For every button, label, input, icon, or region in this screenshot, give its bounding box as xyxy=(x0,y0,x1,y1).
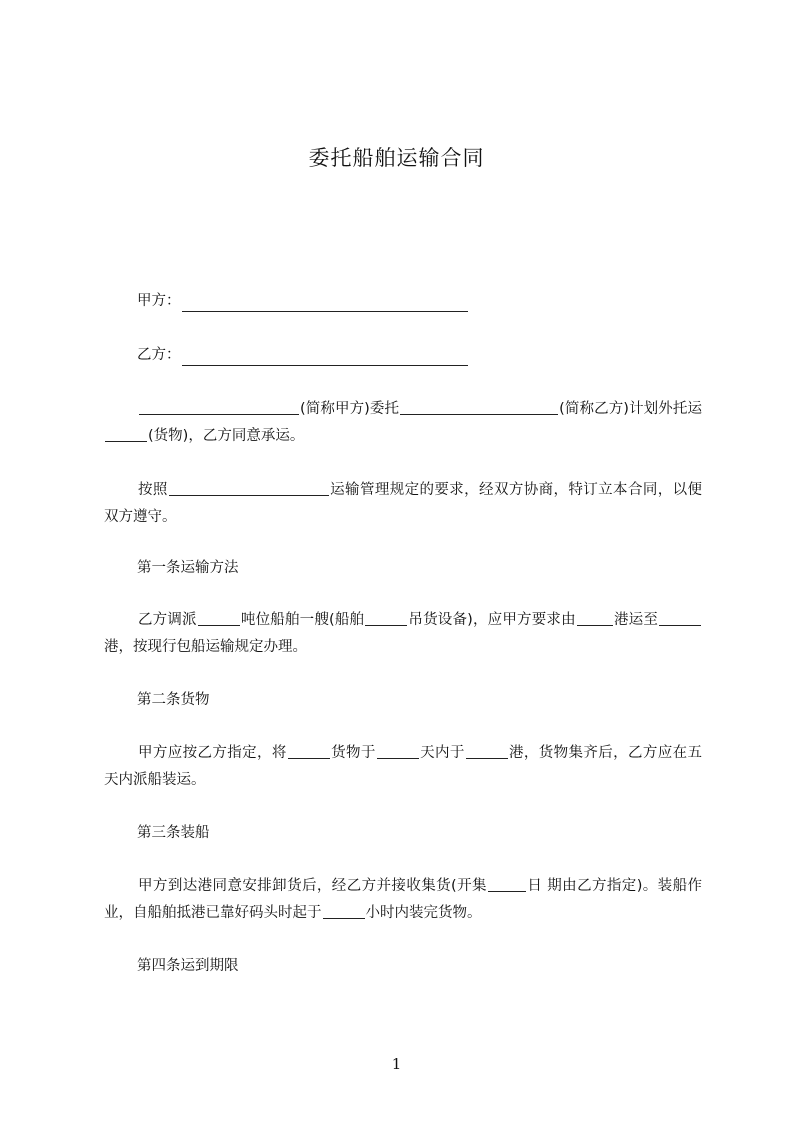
blank xyxy=(198,610,240,626)
text-segment: (货物)，乙方同意承运。 xyxy=(148,428,305,444)
text-segment: 港运至 xyxy=(613,612,659,628)
document-title: 委托船舶运输合同 xyxy=(308,146,485,170)
text-segment: 日 期由乙方指定)。装船作业，自船舶抵港已靠好码头时起于 xyxy=(104,878,703,921)
text-segment: 天内于 xyxy=(419,745,465,761)
party-a-line xyxy=(137,290,469,312)
paragraph-entrust xyxy=(104,396,702,450)
blank xyxy=(659,610,701,626)
paragraph-article-2 xyxy=(104,740,702,794)
article-2-heading: 第二条货物 xyxy=(137,692,210,708)
text-segment: 货物于 xyxy=(330,745,376,761)
blank xyxy=(139,399,299,415)
party-b-blank xyxy=(182,350,468,366)
blank xyxy=(288,743,330,759)
paragraph-basis xyxy=(104,477,702,531)
article-3-heading: 第三条装船 xyxy=(137,825,210,841)
text-segment: (简称甲方)委托 xyxy=(300,401,400,417)
text-segment: (简称乙方)计划外托运 xyxy=(559,401,702,417)
paragraph-article-3 xyxy=(104,873,702,927)
blank xyxy=(488,876,526,892)
party-a-blank xyxy=(182,296,468,312)
text-segment: 吊货设备)，应甲方要求由 xyxy=(408,612,576,628)
text-segment: 甲方应按乙方指定，将 xyxy=(138,745,287,761)
text-segment: 港，货物集齐后，乙方应在五天内派船装运。 xyxy=(104,745,703,788)
blank xyxy=(169,480,329,496)
blank xyxy=(577,610,613,626)
party-b-label: 乙方： xyxy=(137,347,181,363)
page-number: 1 xyxy=(391,1055,402,1073)
blank xyxy=(400,399,558,415)
text-segment: 运输管理规定的要求，经双方协商，特订立本合同，以便双方遵守。 xyxy=(104,482,703,525)
party-a-label: 甲方： xyxy=(137,293,181,309)
blank xyxy=(105,426,147,442)
party-b-line xyxy=(137,344,469,366)
paragraph-article-1 xyxy=(104,607,702,661)
blank xyxy=(365,610,407,626)
text-segment: 甲方到达港同意安排卸货后，经乙方并接收集货(开集 xyxy=(138,878,487,894)
text-segment: 按照 xyxy=(138,482,168,498)
text-segment: 乙方调派 xyxy=(138,612,197,628)
blank xyxy=(377,743,419,759)
blank xyxy=(323,903,365,919)
text-segment: 小时内装完货物。 xyxy=(365,905,482,921)
blank xyxy=(466,743,508,759)
text-segment: 吨位船舶一艘(船舶 xyxy=(240,612,365,628)
text-segment: 港，按现行包船运输规定办理。 xyxy=(104,639,307,655)
article-1-heading: 第一条运输方法 xyxy=(137,560,239,576)
article-4-heading: 第四条运到期限 xyxy=(137,958,239,974)
